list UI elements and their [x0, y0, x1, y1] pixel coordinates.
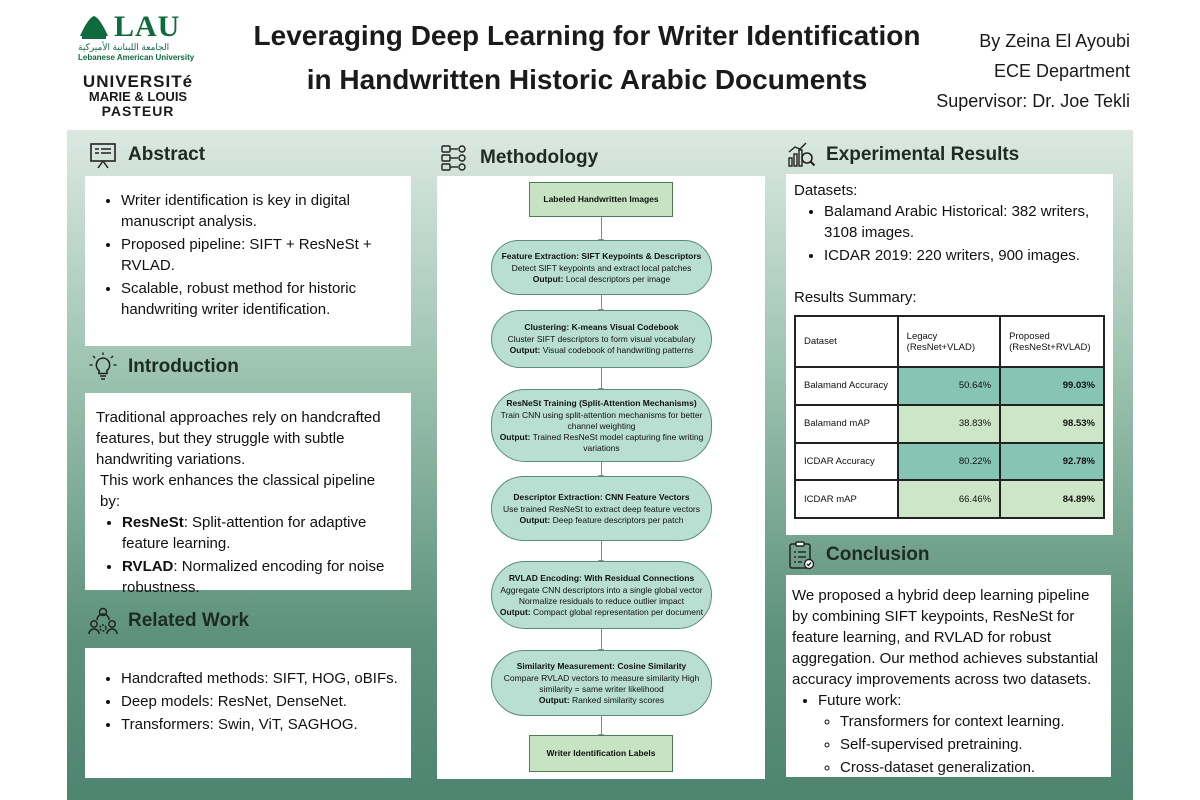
flow-step-descriptor: Descriptor Extraction: CNN Feature Vectors Use trained ResNeSt to extract deep feature vectors Output: Deep feature descriptors per patch — [491, 476, 712, 541]
lau-arabic-name: الجامعة اللبنانية الأميركية — [78, 42, 170, 52]
future-work-list — [818, 711, 1105, 778]
flow-arrow — [601, 716, 602, 735]
intro-lead: This work enhances the classical pipeline by: — [100, 472, 376, 510]
abstract-card — [85, 176, 411, 346]
results-table — [794, 315, 1105, 519]
table-cell-dataset: Balamand Accuracy — [795, 367, 898, 405]
lau-english-name: Lebanese American University — [78, 53, 195, 62]
conclusion-card — [786, 575, 1111, 777]
list-item: • Handcrafted methods: SIFT, HOG, oBIFs. — [121, 668, 401, 689]
list-item: • Writer identification is key in digital manuscript analysis. — [121, 190, 401, 232]
table-row — [795, 480, 1104, 518]
poster-title — [222, 14, 952, 102]
table-cell-proposed: 98.53% — [1000, 405, 1104, 443]
abstract-title: Abstract — [128, 144, 206, 165]
lau-emblem-icon — [78, 12, 110, 42]
flow-step-rvlad: RVLAD Encoding: With Residual Connections Aggregate CNN descriptors into a single global vector Normalize residuals to reduce outlier impact Output: Compact global representation per document — [491, 561, 712, 629]
table-cell-proposed: 84.89% — [1000, 480, 1104, 518]
methodology-title: Methodology — [480, 147, 599, 168]
title-line-2: in Handwritten Historic Arabic Documents — [306, 64, 868, 95]
flow-end-box: Writer Identification Labels — [529, 735, 673, 772]
abstract-heading — [88, 140, 205, 170]
methodology-flowchart — [437, 176, 765, 779]
methodology-heading — [440, 143, 598, 173]
related-work-title: Related Work — [128, 610, 250, 631]
title-line-1: Leveraging Deep Learning for Writer Identification — [253, 20, 921, 51]
list-item: • ResNeSt: Split-attention for adaptive feature learning. — [122, 512, 399, 554]
abstract-list — [95, 190, 401, 320]
lightbulb-icon — [88, 352, 118, 382]
umlp-line1: UNIVERSITé — [82, 72, 194, 91]
flow-arrow — [601, 462, 602, 476]
flow-arrow — [601, 629, 602, 650]
table-cell-proposed: 92.78% — [1000, 443, 1104, 481]
flow-arrow — [601, 368, 602, 389]
umlp-line2: MARIE & LOUIS — [88, 89, 188, 104]
future-work-label: Future work: — [818, 692, 902, 709]
list-item: ◦ Cross-dataset generalization. — [840, 757, 1105, 778]
introduction-card — [85, 393, 411, 596]
flow-arrow — [601, 295, 602, 310]
term: ResNeSt — [122, 514, 184, 531]
intro-list — [96, 512, 399, 598]
byline — [936, 26, 1130, 116]
lau-wordmark: LAU — [114, 10, 181, 43]
chart-magnifier-icon — [786, 140, 816, 170]
list-item: • Scalable, robust method for historic handwriting writer identification. — [121, 278, 401, 320]
flow-start-box: Labeled Handwritten Images — [529, 182, 673, 217]
table-cell-dataset: ICDAR mAP — [795, 480, 898, 518]
table-header-cell: Proposed (ResNeSt+RVLAD) — [1000, 316, 1104, 367]
umlp-logo — [78, 74, 198, 119]
table-row — [795, 443, 1104, 481]
list-item: • Transformers: Swin, ViT, SAGHOG. — [121, 714, 401, 735]
table-cell-legacy: 66.46% — [898, 480, 1000, 518]
clipboard-checklist-icon — [786, 540, 816, 570]
datasets-label: Datasets: — [794, 182, 858, 199]
table-cell-proposed: 99.03% — [1000, 367, 1104, 405]
list-item: ◦ Self-supervised pretraining. — [840, 734, 1105, 755]
results-heading — [786, 140, 1019, 170]
flow-step-sift: Feature Extraction: SIFT Keypoints & Descriptors Detect SIFT keypoints and extract local patches Output: Local descriptors per image — [491, 240, 712, 295]
flow-arrow — [601, 217, 602, 240]
table-header-cell: Dataset — [795, 316, 898, 367]
flow-step-similarity: Similarity Measurement: Cosine Similarity Compare RVLAD vectors to measure similarity High similarity = same writer likelihood Output: Ranked similarity scores — [491, 650, 712, 716]
table-cell-legacy: 80.22% — [898, 443, 1000, 481]
lau-logo — [78, 10, 208, 44]
table-cell-dataset: ICDAR Accuracy — [795, 443, 898, 481]
table-cell-dataset: Balamand mAP — [795, 405, 898, 443]
summary-label: Results Summary: — [794, 289, 917, 306]
conclusion-text: We proposed a hybrid deep learning pipeline by combining SIFT keypoints, ResNeSt for feature learning, and RVLAD for robust aggregation. Our method achieves substantial accuracy improvements across two datasets. — [792, 587, 1099, 688]
introduction-title: Introduction — [128, 356, 239, 377]
flow-step-resnest: ResNeSt Training (Split-Attention Mechanisms) Train CNN using split-attention mechanisms for better channel weighting Output: Trained ResNeSt model capturing fine writing variations — [491, 389, 712, 462]
logo-area — [78, 10, 208, 120]
table-header-row — [795, 316, 1104, 367]
table-cell-legacy: 38.83% — [898, 405, 1000, 443]
flow-arrow — [601, 541, 602, 561]
introduction-heading — [88, 352, 239, 382]
list-item: • Deep models: ResNet, DenseNet. — [121, 691, 401, 712]
table-cell-legacy: 50.64% — [898, 367, 1000, 405]
author: By Zeina El Ayoubi — [979, 31, 1130, 51]
conclusion-heading — [786, 540, 929, 570]
umlp-line3: PASTEUR — [101, 103, 175, 119]
department: ECE Department — [993, 61, 1130, 81]
workflow-icon — [440, 143, 470, 173]
results-title: Experimental Results — [826, 144, 1020, 165]
related-work-list — [95, 668, 401, 735]
list-item: • RVLAD: Normalized encoding for noise robustness. — [122, 556, 399, 598]
flow-step-kmeans: Clustering: K-means Visual Codebook Cluster SIFT descriptors to form visual vocabulary Output: Visual codebook of handwriting patterns — [491, 310, 712, 368]
supervisor: Supervisor: Dr. Joe Tekli — [936, 91, 1130, 111]
datasets-list — [794, 201, 1105, 266]
team-gears-icon — [88, 606, 118, 636]
conclusion-list — [792, 690, 1105, 778]
list-item: • Balamand Arabic Historical: 382 writers, 3108 images. — [824, 201, 1105, 243]
list-item: • ICDAR 2019: 220 writers, 900 images. — [824, 245, 1105, 266]
related-work-card — [85, 648, 411, 778]
list-item: • Proposed pipeline: SIFT + ResNeSt + RVLAD. — [121, 234, 401, 276]
intro-paragraph: Traditional approaches rely on handcrafted features, but they struggle with subtle handwriting variations. — [96, 409, 381, 468]
list-item — [818, 690, 1105, 778]
table-row — [795, 367, 1104, 405]
related-work-heading — [88, 606, 249, 636]
list-item: ◦ Transformers for context learning. — [840, 711, 1105, 732]
conclusion-title: Conclusion — [826, 544, 930, 565]
term: RVLAD — [122, 558, 174, 575]
table-row — [795, 405, 1104, 443]
table-header-cell: Legacy (ResNet+VLAD) — [898, 316, 1000, 367]
presentation-board-icon — [88, 140, 118, 170]
